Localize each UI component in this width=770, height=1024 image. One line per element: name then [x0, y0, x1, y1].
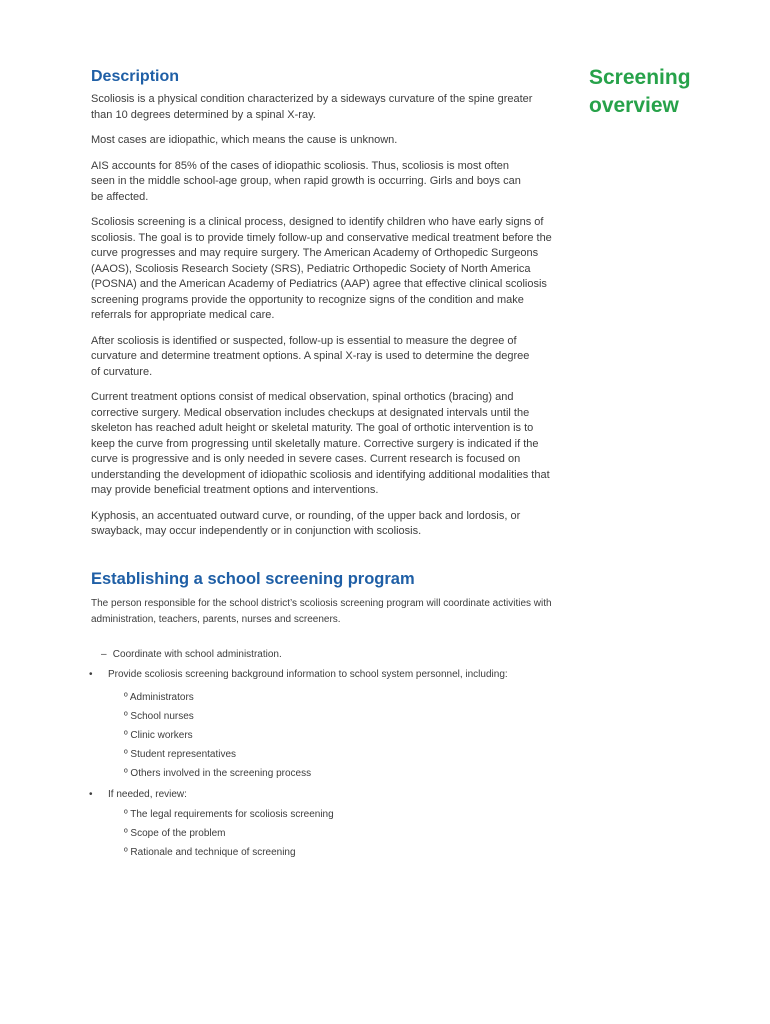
list-item — [91, 667, 556, 683]
description-paragraph-7: Kyphosis, an accentuated outward curve, or rounding, of the upper back and lordosis, or swayback, may occur independently or in conjunction with scoliosis. — [91, 509, 521, 537]
list-item-text: Coordinate with school administration. — [112, 648, 282, 660]
list-item-text: If needed, review: — [108, 788, 187, 800]
description-paragraph-6: Current treatment options consist of medical observation, spinal orthotics (bracing) and corrective surgery. Medical observation includes checkups at designated intervals until the skeleton has reached adult height or skeletal maturity. The goal of orthotic intervention is to keep the curve from progressing until skeletally mature. Corrective surgery is indicated if the curve is progressive and is only needed in severe cases. Current research is focused on understanding the development of idiopathic scoliosis and identifying additional modalities that may provide beneficial treatment options and interventions. — [91, 391, 550, 496]
description-paragraph-4: Scoliosis screening is a clinical process, designed to identify children who have early signs of scoliosis. The goal is to provide timely follow-up and conservative medical treatment before the curve progresses and may require surgery. The American Academy of Orthopedic Surgeons (AAOS), Scoliosis Research Society (SRS), Pediatric Orthopedic Society of North America (POSNA) and the American Academy of Pediatrics (AAP) agree that effective clinical scoliosis screening programs provide the opportunity to recognize signs of the condition and make referrals for appropriate medical care. — [91, 216, 552, 321]
dash-marker: – — [101, 648, 107, 660]
description-paragraph-5: After scoliosis is identified or suspected, follow-up is essential to measure the degree of curvature and determine treatment options. A spinal X-ray is used to determine the degree of curvature. — [91, 334, 530, 378]
list-item: º The legal requirements for scoliosis screening — [124, 808, 334, 820]
program-intro: The person responsible for the school district’s scoliosis screening program will coordinate activities with administration, teachers, parents, nurses and screeners. — [91, 597, 552, 625]
program-steps-list — [91, 646, 556, 862]
list-item: º Others involved in the screening process — [124, 767, 312, 779]
description-heading: Description — [91, 68, 180, 85]
list-item-text: Provide scoliosis screening background information to school system personnel, including: — [108, 668, 508, 680]
list-item: º Clinic workers — [124, 729, 193, 741]
list-item — [101, 646, 556, 664]
list-item: º Scope of the problem — [124, 827, 226, 839]
list-item: º Student representatives — [124, 748, 237, 760]
program-heading: Establishing a school screening program — [91, 569, 415, 588]
description-paragraph-1: Scoliosis is a physical condition characterized by a sideways curvature of the spine greater than 10 degrees determined by a spinal X-ray. — [91, 93, 533, 121]
bullet-marker: • — [89, 788, 93, 800]
list-item: º Rationale and technique of screening — [124, 846, 296, 858]
side-heading — [589, 64, 749, 120]
description-paragraph-3: AIS accounts for 85% of the cases of idiopathic scoliosis. Thus, scoliosis is most often seen in the middle school-age group, when rapid growth is occurring. Girls and boys can be affected. — [91, 159, 521, 203]
list-item — [91, 787, 556, 803]
main-column — [91, 66, 556, 862]
description-paragraph-2: Most cases are idiopathic, which means the cause is unknown. — [91, 134, 398, 146]
bullet-marker: • — [89, 668, 93, 680]
side-heading-line1: Screening — [589, 66, 691, 89]
list-item: º School nurses — [124, 710, 194, 722]
list-item: º Administrators — [124, 691, 194, 703]
side-heading-line2: overview — [589, 94, 679, 117]
